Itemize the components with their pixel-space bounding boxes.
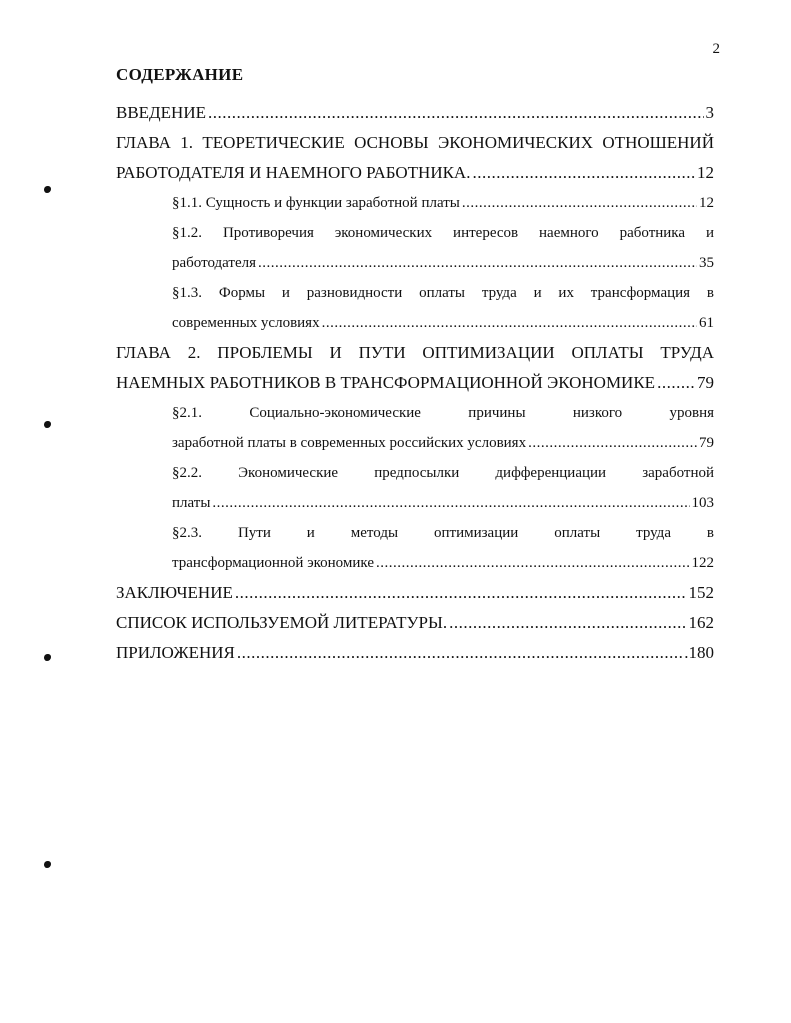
toc-title: СОДЕРЖАНИЕ xyxy=(116,65,244,84)
toc-entry-title: работодателя xyxy=(172,255,257,271)
toc-entry-page: 162 xyxy=(688,613,714,632)
toc-entry-references xyxy=(116,608,714,638)
toc-entry-title: заработной платы в современных российских условиях xyxy=(172,435,527,451)
toc-entry-title: СПИСОК ИСПОЛЬЗУЕМОЙ ЛИТЕРАТУРЫ. xyxy=(116,613,448,632)
dot-leader xyxy=(235,578,687,608)
toc-entry-page: 12 xyxy=(699,195,714,211)
toc-entry-page: 79 xyxy=(697,373,714,392)
toc-entry-section-1-1 xyxy=(172,188,714,218)
toc-entry-intro xyxy=(116,98,714,128)
toc-entry-page: 79 xyxy=(699,435,714,451)
dot-leader xyxy=(449,608,686,638)
toc-entry-section-1-2-line-2 xyxy=(172,248,714,278)
toc-entry-page: 103 xyxy=(691,495,714,511)
toc-entry-page: 35 xyxy=(699,255,714,271)
dot-leader xyxy=(322,308,697,338)
toc-entry-page: 152 xyxy=(688,583,714,602)
toc-entry-chapter-1-line-2 xyxy=(116,158,714,188)
dot-leader xyxy=(212,488,689,518)
table-of-contents xyxy=(0,98,791,668)
toc-entry-section-2-3-line-2 xyxy=(172,548,714,578)
dot-leader xyxy=(376,548,690,578)
toc-entry-conclusion xyxy=(116,578,714,608)
toc-entry-section-2-2-line-1: §2.2. Экономические предпосылки дифференциации заработной xyxy=(172,465,714,481)
toc-entry-section-2-2-line-2 xyxy=(172,488,714,518)
toc-entry-section-2-1-line-2 xyxy=(172,428,714,458)
toc-entry-section-2-1-line-1: §2.1. Социально-экономические причины низкого уровня xyxy=(172,405,714,421)
toc-entry-page: .180 xyxy=(684,643,714,662)
toc-entry-appendix xyxy=(116,638,714,668)
binding-hole-mark xyxy=(44,861,51,868)
toc-entry-title: ВВЕДЕНИЕ xyxy=(116,103,206,122)
toc-entry-title: ЗАКЛЮЧЕНИЕ xyxy=(116,583,233,602)
toc-entry-title: НАЕМНЫХ РАБОТНИКОВ В ТРАНСФОРМАЦИОННОЙ ЭКОНОМИКЕ xyxy=(116,373,656,392)
dot-leader xyxy=(528,428,697,458)
toc-entry-section-1-3-line-1: §1.3. Формы и разновидности оплаты труда и их трансформация в xyxy=(172,285,714,301)
page-number: 2 xyxy=(712,41,720,57)
toc-entry-page: 3 xyxy=(705,103,714,122)
dot-leader xyxy=(657,368,695,398)
toc-entry-page: 12 xyxy=(697,163,714,182)
dot-leader xyxy=(258,248,697,278)
dot-leader xyxy=(208,98,704,128)
dot-leader xyxy=(237,638,682,668)
dot-leader xyxy=(462,188,697,218)
toc-entry-title: ПРИЛОЖЕНИЯ xyxy=(116,643,235,662)
toc-entry-section-1-3-line-2 xyxy=(172,308,714,338)
toc-entry-page: 122 xyxy=(691,555,714,571)
toc-entry-section-2-3-line-1: §2.3. Пути и методы оптимизации оплаты труда в xyxy=(172,525,714,541)
toc-entry-chapter-1-line-1: ГЛАВА 1. ТЕОРЕТИЧЕСКИЕ ОСНОВЫ ЭКОНОМИЧЕСКИХ ОТНОШЕНИЙ xyxy=(116,133,714,152)
dot-leader xyxy=(472,158,695,188)
toc-entry-chapter-2-line-1: ГЛАВА 2. ПРОБЛЕМЫ И ПУТИ ОПТИМИЗАЦИИ ОПЛАТЫ ТРУДА xyxy=(116,343,714,362)
toc-entry-title: §1.1. Сущность и функции заработной платы xyxy=(172,195,460,211)
toc-entry-title: трансформационной экономике xyxy=(172,555,374,571)
toc-entry-chapter-2-line-2 xyxy=(116,368,714,398)
toc-entry-page: 61 xyxy=(699,315,714,331)
toc-entry-title: платы xyxy=(172,495,211,511)
toc-entry-title: современных условиях xyxy=(172,315,320,331)
toc-entry-section-1-2-line-1: §1.2. Противоречия экономических интересов наемного работника и xyxy=(172,225,714,241)
toc-entry-title: РАБОТОДАТЕЛЯ И НАЕМНОГО РАБОТНИКА. xyxy=(116,163,471,182)
